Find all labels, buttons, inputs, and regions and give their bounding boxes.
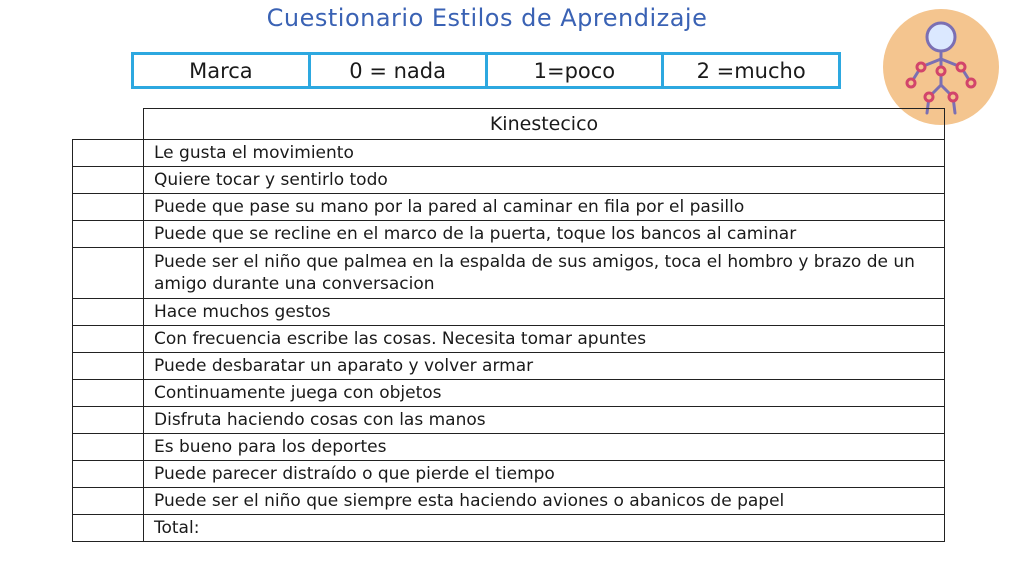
table-row	[73, 194, 945, 221]
table-row	[73, 221, 945, 248]
mark-cell[interactable]	[73, 380, 144, 407]
mark-cell[interactable]	[73, 353, 144, 380]
table-header-row	[73, 109, 945, 140]
mark-cell[interactable]	[73, 461, 144, 488]
mark-cell[interactable]	[73, 434, 144, 461]
mark-cell[interactable]	[73, 407, 144, 434]
statement: Puede desbaratar un aparato y volver armar	[144, 353, 945, 380]
table-row	[73, 434, 945, 461]
total-row	[73, 515, 945, 542]
statement: Puede que pase su mano por la pared al caminar en fila por el pasillo	[144, 194, 945, 221]
table-row	[73, 299, 945, 326]
mark-cell[interactable]	[73, 221, 144, 248]
table-row	[73, 461, 945, 488]
mark-cell[interactable]	[73, 326, 144, 353]
table-row	[73, 167, 945, 194]
statement: Puede ser el niño que siempre esta haciendo aviones o abanicos de papel	[144, 488, 945, 515]
table-row	[73, 326, 945, 353]
statement: Quiere tocar y sentirlo todo	[144, 167, 945, 194]
legend-nada: 0 = nada	[311, 55, 488, 86]
table-row	[73, 407, 945, 434]
legend-poco: 1=poco	[488, 55, 665, 86]
statement: Continuamente juega con objetos	[144, 380, 945, 407]
statement: Puede ser el niño que palmea en la espalda de sus amigos, toca el hombro y brazo de un amigo durante una conversacion	[144, 248, 945, 299]
statement: Con frecuencia escribe las cosas. Necesita tomar apuntes	[144, 326, 945, 353]
scoring-legend	[131, 52, 841, 89]
statement: Disfruta haciendo cosas con las manos	[144, 407, 945, 434]
table-row	[73, 488, 945, 515]
mark-cell[interactable]	[73, 488, 144, 515]
table-row	[73, 140, 945, 167]
total-label: Total:	[144, 515, 945, 542]
table-row	[73, 380, 945, 407]
kinesthetic-questionnaire-table	[72, 108, 945, 542]
table-row	[73, 353, 945, 380]
statement: Es bueno para los deportes	[144, 434, 945, 461]
legend-marca: Marca	[134, 55, 311, 86]
header-blank-cell	[73, 109, 144, 140]
mark-cell[interactable]	[73, 167, 144, 194]
mark-cell[interactable]	[73, 248, 144, 299]
total-mark-cell[interactable]	[73, 515, 144, 542]
mark-cell[interactable]	[73, 194, 144, 221]
statement: Hace muchos gestos	[144, 299, 945, 326]
page-title: Cuestionario Estilos de Aprendizaje	[266, 4, 708, 32]
legend-mucho: 2 =mucho	[696, 58, 806, 83]
statement: Le gusta el movimiento	[144, 140, 945, 167]
statement: Puede parecer distraído o que pierde el tiempo	[144, 461, 945, 488]
table-row	[73, 248, 945, 299]
mark-cell[interactable]	[73, 299, 144, 326]
statement: Puede que se recline en el marco de la puerta, toque los bancos al caminar	[144, 221, 945, 248]
mark-cell[interactable]	[73, 140, 144, 167]
section-header: Kinestecico	[144, 109, 945, 140]
